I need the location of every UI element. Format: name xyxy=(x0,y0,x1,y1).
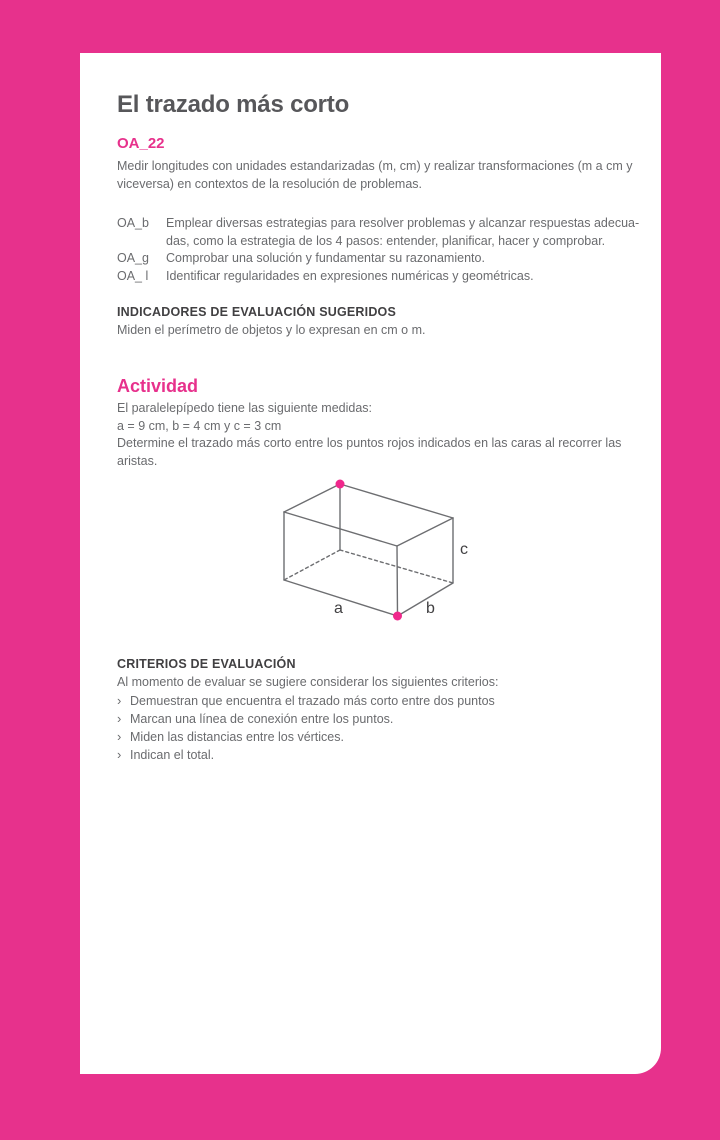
paragraph-line: a = 9 cm, b = 4 cm y c = 3 cm xyxy=(117,418,282,433)
page-title: El trazado más corto xyxy=(117,91,350,118)
list-item xyxy=(117,692,625,710)
box-top-back-left-edge xyxy=(284,484,340,512)
bottom-red-point xyxy=(393,612,402,621)
edge-label-b: b xyxy=(426,600,435,617)
list-item xyxy=(117,710,625,728)
paragraph-line: Al momento de evaluar se sugiere considerar los siguientes criterios: xyxy=(117,674,499,689)
paragraph-line: Identificar regularidades en expresiones numéricas y geométricas. xyxy=(166,268,534,283)
oa-objective-row xyxy=(117,215,640,250)
oa-code: OA_g xyxy=(117,251,149,265)
criteria-list xyxy=(117,692,625,764)
paragraph-line: viceversa) en contextos de la resolución de problemas. xyxy=(117,176,423,191)
oa-objective-text xyxy=(166,215,639,250)
list-item-text: Indican el total. xyxy=(130,748,215,762)
oa-objective-row xyxy=(117,268,625,286)
oa-code: OA_b xyxy=(117,216,149,230)
oa-description xyxy=(117,158,633,193)
activity-description xyxy=(117,400,625,470)
box-hidden-back-left-edge xyxy=(284,550,340,580)
list-item-text: Demuestran que encuentra el trazado más corto entre dos puntos xyxy=(130,694,495,708)
paragraph-line: Emplear diversas estrategias para resolver problemas y alcanzar respuestas adecua- xyxy=(166,216,640,230)
criteria-intro xyxy=(117,674,625,692)
paragraph-line: Miden el perímetro de objetos y lo expresan en cm o m. xyxy=(117,322,426,337)
indicators-text xyxy=(117,322,625,340)
oa-objective-text xyxy=(166,250,485,268)
paragraph-line: Medir longitudes con unidades estandarizadas (m, cm) y realizar transformaciones (m a cm y xyxy=(117,159,633,173)
box-top-back-right-edge xyxy=(340,484,453,518)
list-item xyxy=(117,746,625,764)
bullet-chevron-icon: › xyxy=(117,693,122,708)
list-item-text: Miden las distancias entre los vértices. xyxy=(130,730,344,744)
paragraph-line: Determine el trazado más corto entre los puntos rojos indicados en las caras al recorrer las xyxy=(117,436,622,450)
parallelepiped-drawing xyxy=(270,470,480,630)
activity-heading: Actividad xyxy=(117,376,199,396)
parallelepiped-figure xyxy=(270,470,480,630)
content-card xyxy=(80,53,661,1074)
edge-label-a: a xyxy=(334,600,343,617)
indicators-heading: INDICADORES DE EVALUACIÓN SUGERIDOS xyxy=(117,305,397,319)
oa-code: OA_ l xyxy=(117,268,149,283)
paragraph-line: Comprobar una solución y fundamentar su razonamiento. xyxy=(166,251,485,265)
bullet-chevron-icon: › xyxy=(117,729,122,744)
list-item xyxy=(117,728,625,746)
oa-section-heading: OA_22 xyxy=(117,135,165,152)
paragraph-line: aristas. xyxy=(117,453,158,468)
list-item-text: Marcan una línea de conexión entre los puntos. xyxy=(130,712,394,726)
edge-label-c: c xyxy=(460,541,468,558)
bullet-chevron-icon: › xyxy=(117,747,122,762)
oa-objective-row xyxy=(117,250,625,268)
paragraph-line: das, como la estrategia de los 4 pasos: entender, planificar, hacer y comprobar. xyxy=(166,233,606,248)
top-red-point xyxy=(336,480,345,489)
oa-objective-text xyxy=(166,268,534,286)
oa-objectives-list xyxy=(117,215,640,285)
bullet-chevron-icon: › xyxy=(117,711,122,726)
box-front-vertical-edge xyxy=(397,546,398,616)
box-top-front-right-edge xyxy=(397,518,453,546)
paragraph-line: El paralelepípedo tiene las siguiente medidas: xyxy=(117,401,373,415)
criteria-heading: CRITERIOS DE EVALUACIÓN xyxy=(117,657,296,671)
